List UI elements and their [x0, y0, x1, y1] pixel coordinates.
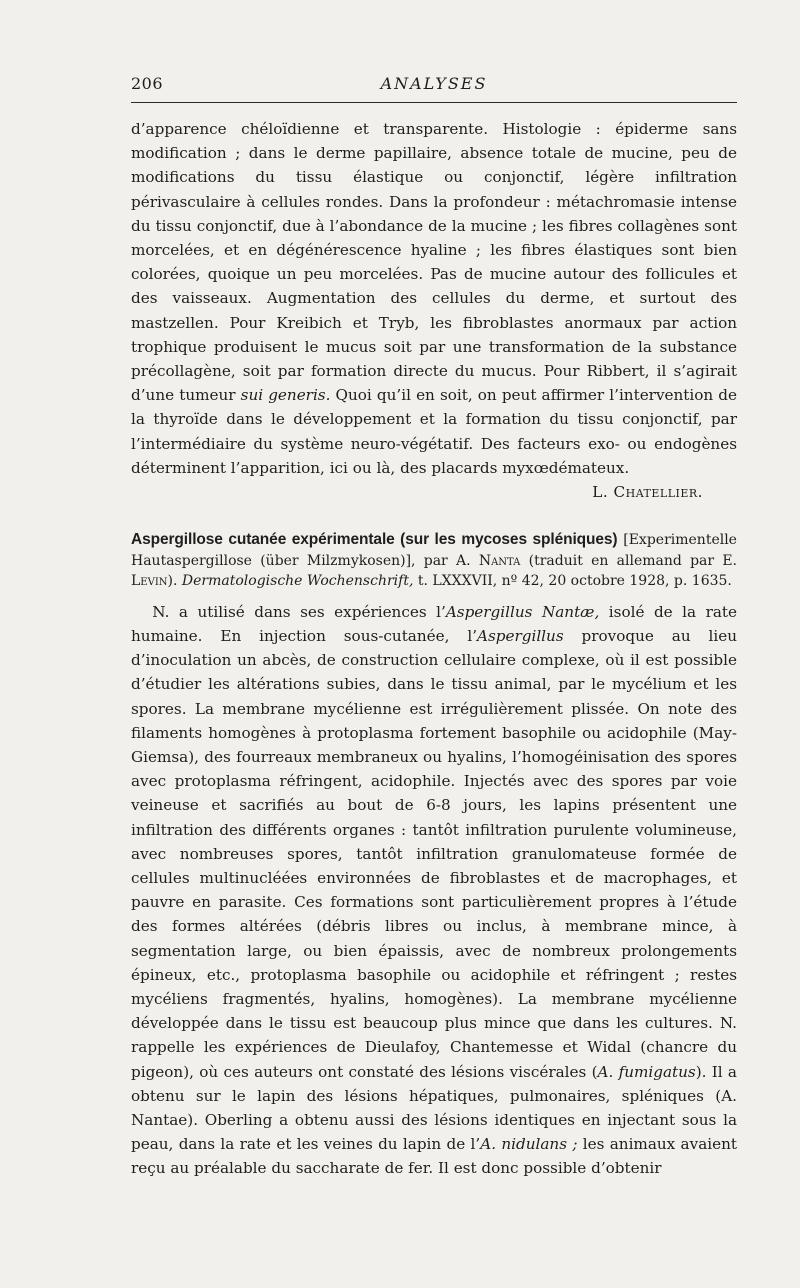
body-part-2: isolé de la rate humaine. En injection sous-cutanée, l’ — [131, 602, 737, 645]
article-ref-part4: t. LXXXVII, nº 42, 20 octobre 1928, p. 1635. — [413, 573, 732, 590]
running-title: ANALYSES — [380, 74, 488, 93]
signature-name: L. Chatellier. — [592, 483, 703, 502]
article-reference — [131, 530, 737, 592]
header-rule — [131, 102, 737, 103]
page-number: 206 — [131, 74, 164, 93]
species-1: Aspergillus Nantæ, — [445, 602, 600, 621]
article-translator: Levin — [131, 573, 168, 590]
article-author: Nanta — [478, 552, 521, 569]
first-item-paragraph — [131, 117, 737, 480]
document-page — [131, 70, 737, 1181]
body-part-4: ). Il a obtenu sur le lapin des lésions hépatiques, pulmonaires, spléniques (A. Nantae). Oberling a obtenu aussi des lésions identiques en injectant sous la peau, dans la rate et les veines du lapin de l’ — [131, 1062, 737, 1154]
body-part-3: provoque au lieu d’inoculation un abcès, de construction cellulaire complexe, où il est possible d’étudier les altérations subies, dans le tissu animal, par le mycélium et les spores. La membrane mycélienne est irrégulièrement plissée. On note des filaments homogènes à protoplasma fortement basophile ou acidophile (May-Giemsa), des fourreaux membraneux ou hyalins, l’homogéinisation des spores avec protoplasma réfringent, acidophile. Injectés avec des spores par voie veineuse et sacrifiés au bout de 6-8 jours, les lapins présentent une infiltration des différents organes : tantôt infiltration purulente volumineuse, avec nombreuses spores, tantôt infiltration granulomateuse formée de cellules multinucléées environnées de fibroblastes et de macrophages, et pauvre en parasite. Ces formations sont particulièrement propres à l’étude des formes altérées (débris libres ou inclus, à membrane mince, à segmentation large, ou bien épaissis, avec de nombreux prolongements épineux, etc., protoplasma basophile ou acidophile et réfringent ; restes mycéliens fragmentés, hyalins, homogènes). La membrane mycélienne développée dans le tissu est beaucoup plus mince que dans les cultures. N. rappelle les expériences de Dieulafoy, Chantemesse et Widal (chancre du pigeon), où ces auteurs ont constaté des lésions viscérales ( — [131, 626, 737, 1081]
first-item-italic: sui generis. — [240, 386, 331, 405]
species-4: A. nidulans ; — [480, 1135, 578, 1154]
first-item-text-end: Quoi qu’il en soit, on peut affirmer l’intervention de la thyroïde dans le développement et la formation du tissu conjonctif, par l’intermédiaire du système neuro-végétatif. Des facteurs exo- ou endogènes déterminent l’apparition, ici ou là, des placards myxœdémateux. — [131, 386, 738, 477]
article-title: Aspergillose cutanée expérimentale (sur les mycoses spléniques) — [131, 531, 618, 549]
first-item-text: d’apparence chéloïdienne et transparente. Histologie : épiderme sans modification ; dans le derme papillaire, absence totale de mucine, peu de modifications du tissu élastique ou conjonctif, légère infiltration périvasculaire à cellules rondes. Dans la profondeur : métachromasie intense du tissu conjonctif, due à l’abondance de la mucine ; les fibres collagènes sont morcelées, et en dégénérescence hyaline ; les fibres élastiques sont bien colorées, quoique un peu morcelées. Pas de mucine autour des follicules et des vaisseaux. Augmentation des cellules du derme, et surtout des mastzellen. Pour Kreibich et Tryb, les fibroblastes anormaux par action trophique produisent le mucus soit par une transformation de la substance précollagène, soit par formation directe du mucus. Pour Ribbert, il s’agirait d’une tumeur — [131, 120, 737, 405]
article-ref-part2: (traduit en allemand par E. — [520, 552, 737, 569]
running-header — [131, 70, 737, 98]
article-body — [131, 600, 737, 1181]
signature — [131, 480, 737, 504]
article-ref-part3: ). — [167, 573, 182, 590]
body-text — [131, 117, 737, 1181]
article-ref-part1: [Experimentelle Hautaspergillose (über Milzmykosen)], par A. — [131, 532, 737, 569]
species-3: A. fumigatus — [597, 1062, 696, 1081]
species-2: Aspergillus — [477, 626, 564, 645]
article-journal: Dermatologische Wochenschrift, — [181, 573, 414, 590]
body-part-1: N. a utilisé dans ses expériences l’ — [152, 602, 446, 621]
body-part-5: les animaux avaient reçu au préalable du saccharate de fer. Il est donc possible d’obtenir — [131, 1135, 737, 1178]
